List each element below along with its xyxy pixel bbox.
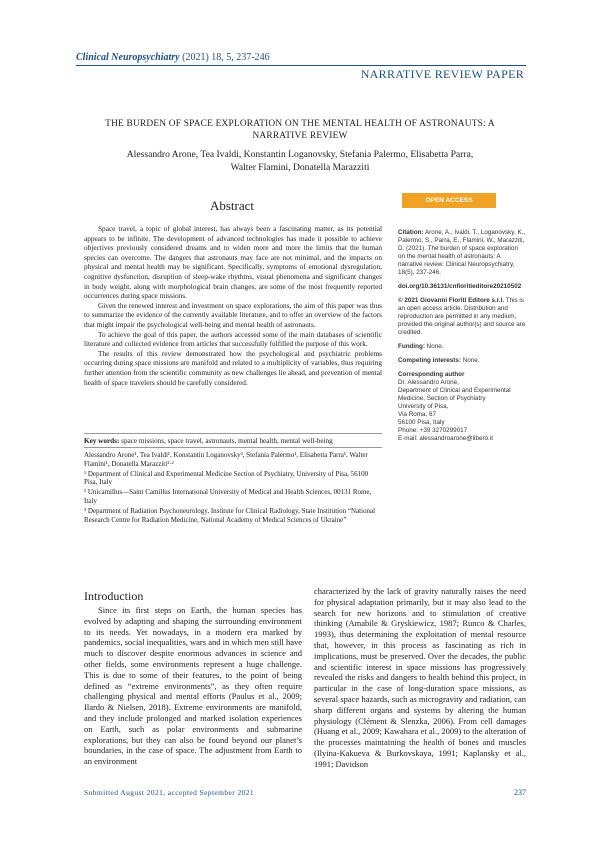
corresponding-line: University of Pisa, bbox=[398, 403, 449, 410]
abstract-heading: Abstract bbox=[209, 198, 255, 213]
introduction-column-1: Since its first steps on Earth, the human species has evolved by adapting and shaping the surrounding environment to its needs. Yet nowadays, in a modern era marked by pandemics, social inequalities, wars and in which men still have much to discover despite enormous advances in science and other fields, some environments represent a huge challenge. This is due to some of their features, to the point of being defined as “extreme environments”, as they often require challenging physical and mental efforts (Paulus et al., 2009; Ilardo & Nielsen, 2018). Extreme environments are manifold, and they include prolonged and marked isolation experiences on Earth, such as polar environments and submarine explorations, but they can also be found beyond our planet’s boundaries, in the case of space. The adjustment from Earth to an environment bbox=[84, 605, 302, 767]
corresponding-label: Corresponding author bbox=[398, 371, 465, 378]
article-title: THE BURDEN OF SPACE EXPLORATION ON THE MENTAL HEALTH OF ASTRONAUTS: A NARRATIVE REVIEW bbox=[105, 119, 495, 141]
funding-text: None. bbox=[424, 343, 444, 350]
corresponding-line: Dr. Alessandro Arone, bbox=[398, 379, 459, 386]
competing-interests bbox=[398, 357, 526, 365]
corresponding-email[interactable]: E-mail: alessandroarone@libero.it bbox=[398, 435, 493, 442]
abstract-paragraph: Space travel, a topic of global interest, has always been a fascinating matter, as its potential appears to be infinite. The development of advanced technologies has made it possible to achieve objectives previously considered dreams and to widen more and more the limits that the human species can overcome. The dangers that astronauts may face are not minimal, and the impacts on physical and mental health may be significant. Specifically, symptoms of emotional dysregulation, cognitive dysfunction, disruption of sleep-wake rhythms, visual phenomena and significant changes in body weight, along with morphological brain changes, are some of the most frequently reported occurrences during space missions. bbox=[84, 224, 382, 301]
citation-label: Citation: bbox=[398, 229, 424, 236]
corresponding-line: Phone: +39 3270299017 bbox=[398, 427, 468, 434]
article-type: NARRATIVE REVIEW PAPER bbox=[360, 67, 524, 81]
authors-line-1: Alessandro Arone, Tea Ivaldi, Konstantin Loganovsky, Stefania Palermo, Elisabetta Parra, bbox=[126, 149, 474, 160]
funding-label: Funding: bbox=[398, 343, 425, 350]
article-info-sidebar bbox=[398, 229, 526, 443]
keywords bbox=[84, 433, 382, 448]
article-authors bbox=[100, 148, 500, 174]
doi-text[interactable]: doi.org/10.36131/cnfioritieditore20210502 bbox=[398, 283, 522, 290]
copyright-text: This is an open access article. Distribution and reproduction are permitted in any medium, provided the original author(s) and source are credited. bbox=[398, 297, 526, 336]
journal-citation: (2021) 18, 5, 237-246 bbox=[179, 52, 270, 63]
affiliation-authors: Alessandro Arone¹, Tea Ivaldi¹, Konstantin Loganovsky³, Stefania Palermo¹, Elisabetta Parra¹, Walter Flamini¹, Donatella Marazziti¹·² bbox=[84, 451, 368, 468]
competing-label: Competing interests: bbox=[398, 357, 461, 364]
introduction-column-2: characterized by the lack of gravity naturally raises the need for physical adaptation primarily, but it may also lead to the search for new horizons and to stimulation of creative thinking (Amabile & Gryskiewicz, 1987; Runco & Charles, 1993), thus determining the exploitation of mental resource that, however, in this process as fascinating as rich in implications, must be preserved. Over the decades, the public and scientific interest in space missions has progressively revealed the risks and dangers to health behind this project, in particular in the case of long-duration space missions, as several space hazards, such as microgravity and radiation, can sharp different organs and systems by altering the human physiology (Clément & Slenzka, 2006). From cell damages (Huang et al., 2009; Kawahara et al., 2009) to the alteration of the processes maintaining the health of bones and muscles (Ilyina-Kakueva & Burkovskaya, 1991; Kaplansky et al., 1991; Davidson bbox=[314, 586, 526, 769]
abstract-body bbox=[84, 224, 382, 387]
doi-link[interactable] bbox=[398, 283, 526, 291]
corresponding-line: Department of Clinical and Experimental bbox=[398, 387, 511, 394]
journal-header bbox=[76, 52, 270, 63]
copyright-label: © 2021 Giovanni Fioriti Editore s.r.l. bbox=[398, 297, 505, 304]
corresponding-line: Medicine, Section of Psychiatry bbox=[398, 395, 486, 402]
authors-line-2: Walter Flamini, Donatella Marazziti bbox=[230, 162, 370, 173]
abstract-paragraph: To achieve the goal of this paper, the authors accessed some of the main databases of scientific literature and collected evidence from articles that successfully fulfilled the purpose of this work. bbox=[84, 329, 382, 349]
keywords-list: space missions, space travel, astronauts, mental health, mental well-being bbox=[119, 437, 333, 445]
competing-text: None. bbox=[460, 357, 480, 364]
affiliation-2: ² Unicamillus—Saint Camillus International University of Medical and Health Sciences, 00131 Rome, Italy bbox=[84, 488, 372, 505]
corresponding-author bbox=[398, 371, 526, 443]
copyright bbox=[398, 297, 526, 337]
affiliation-3: ³ Department of Radiation Psychoneurology, Institute for Clinical Radiology, State Institution “National Research Centre for Radiation Medicine, National Academy of Medical Sciences of Ukraine” bbox=[84, 506, 376, 524]
journal-name: Clinical Neuropsychiatry bbox=[76, 52, 180, 63]
corresponding-line: 56100 Pisa, Italy bbox=[398, 419, 445, 426]
keywords-label: Key words: bbox=[84, 437, 120, 445]
affiliation-1: ¹ Department of Clinical and Experimental Medicine Section of Psychiatry, University of Pisa, 56100 Pisa, Italy bbox=[84, 469, 369, 487]
submission-dates: Submitted August 2021, accepted September 2021 bbox=[84, 788, 255, 797]
page-number: 237 bbox=[514, 788, 526, 797]
abstract-paragraph: Given the renewed interest and investment on space explorations, the aim of this paper was thus to summarize the evidence of the currently available literature, and to offer an overview of the factors that might impair the psychological well-being and mental health of astronauts. bbox=[84, 300, 382, 329]
citation bbox=[398, 229, 526, 277]
funding bbox=[398, 343, 526, 351]
abstract-paragraph: The results of this review demonstrated how the psychological and psychiatric problems occurring during space missions are manifold and related to a multiplicity of variables, thus requiring further attention from the scientific community as new challenges lie ahead, and prevention of mental health of space travelers should be carefully considered. bbox=[84, 348, 382, 387]
introduction-heading: Introduction bbox=[84, 589, 144, 603]
citation-text: Arone, A., Ivaldi, T., Loganovsky, K., Palermo, S., Parra, E., Flamini, W., Marazziti, D. (2021). The burden of space exploration on the mental health of astronauts: A narrative review. Clinical Neuropsychiatry, 18(5), 237-246. bbox=[398, 229, 526, 276]
corresponding-line: Via Roma, 67 bbox=[398, 411, 437, 418]
open-access-badge: OPEN ACCESS bbox=[402, 193, 496, 208]
header-rule bbox=[76, 65, 526, 66]
affiliations bbox=[84, 451, 382, 525]
